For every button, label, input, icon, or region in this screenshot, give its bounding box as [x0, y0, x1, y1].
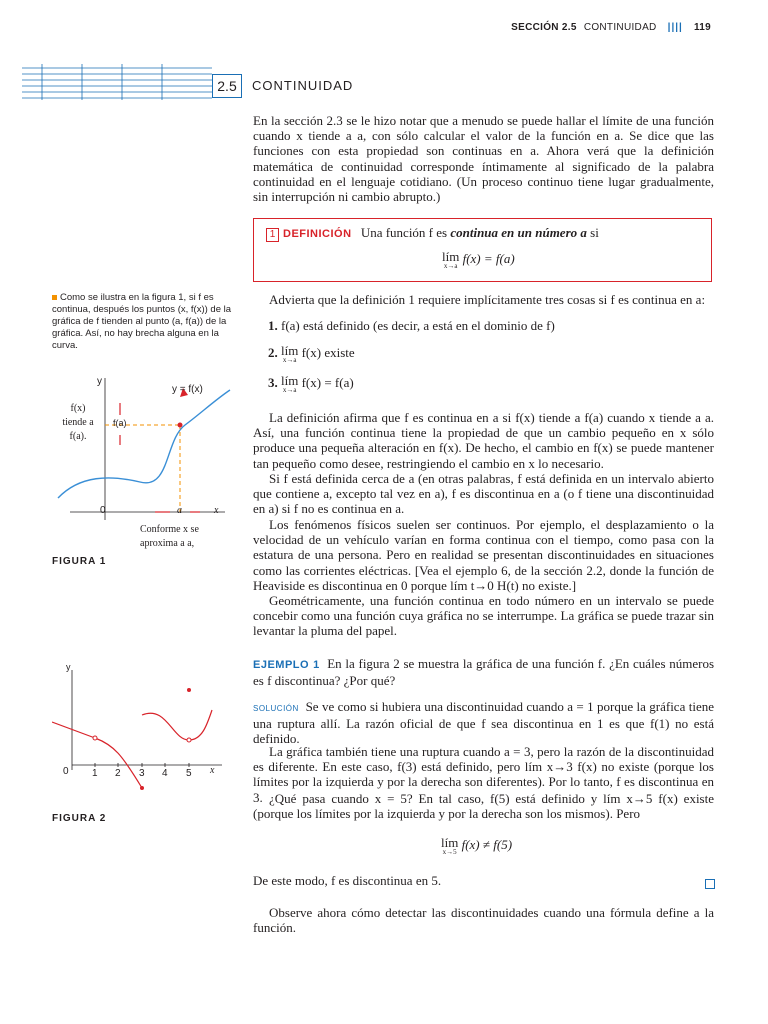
- condition-text: f(x) = f(a): [301, 375, 354, 390]
- figure-2-label: FIGURA 2: [52, 813, 107, 824]
- solution-p2: La gráfica también tiene una ruptura cuando a = 3, pero la razón de la discontinuidad es diferente. En este caso, f(3) está definido, pero lím x→3 f(x) no existe (porque los límites por la izquierda y por la derecha son diferentes). Por lo tanto, f es discontinua en 3.: [253, 744, 714, 805]
- condition-3: [268, 375, 354, 394]
- open-dot-x1: [93, 736, 97, 740]
- solution-p5: Observe ahora cómo detectar las discontinuidades cuando una fórmula define a la función.: [253, 905, 714, 936]
- definition-text-after: si: [586, 225, 599, 240]
- example-text: En la figura 2 se muestra la gráfica de una función f. ¿En cuáles números es f discontinua? ¿Por qué?: [253, 656, 715, 689]
- example-1: [253, 656, 714, 688]
- paragraph-2: Si f está definida cerca de a (en otras palabras, f está definida en un intervalo abierto que contiene a, excepto tal vez en a), f es discontinua en a (o f tiene una discontinuidad en a) si f no es continua en a.: [253, 471, 714, 517]
- margin-note: [52, 292, 232, 352]
- fig2-y-label: y: [66, 662, 71, 672]
- fig2-tick-0: 0: [63, 766, 69, 777]
- header-title: CONTINUIDAD: [583, 22, 657, 33]
- lim-text: lím: [441, 835, 459, 850]
- fig1-y-label: y: [97, 376, 102, 387]
- end-of-proof-icon: [705, 876, 715, 894]
- fig2-tick-3: 3: [139, 768, 145, 779]
- note-line: Conforme x se: [140, 524, 199, 535]
- paragraph-3: Los fenómenos físicos suelen ser continuos. Por ejemplo, el desplazamiento o la velocidad de un vehículo varían en forma continua con el tiempo, como pasa con la estatura de una persona. Pero en realidad se presentan discontinuidades en situaciones como las corrientes eléctricas. [Vea el ejemplo 6, de la sección 2.2, donde la función de Heaviside es discontinua en 0 porque lím t→0 H(t) no existe.]: [253, 517, 714, 593]
- lim-text: lím: [442, 249, 460, 264]
- lim-sub: x→a: [282, 386, 297, 394]
- fig1-left-note: [58, 402, 98, 444]
- figure-1-label: FIGURA 1: [52, 556, 107, 567]
- definition-text-before: Una función f es: [360, 225, 451, 240]
- note-line: aproxima a a,: [140, 538, 195, 549]
- example-label: EJEMPLO 1: [253, 659, 320, 671]
- section-title: CONTINUIDAD: [252, 78, 354, 93]
- condition-text: f(x) existe: [301, 345, 355, 360]
- fig1-curve-label: y = f(x): [172, 384, 203, 395]
- lim-sub: x→a: [443, 262, 458, 270]
- paragraph-1: La definición afirma que f es continua en a si f(x) tiende a f(a) cuando x tiende a a. Así, una función continua tiene la propiedad de que un cambio pequeño en x sólo produce una pequeña alteración en f(x). De hecho, el cambio en f(x) se puede mantener tan pequeño como desee, restringiendo el cambio en x lo necesario.: [253, 410, 714, 471]
- margin-note-text: Como se ilustra en la figura 1, si f es continua, después los puntos (x, f(x)) de la gráfica de f tienden al punto (a, f(a)) de la gráfica. Así, no hay brecha alguna en la curva.: [52, 292, 232, 351]
- lim-text: lím: [281, 343, 299, 358]
- note-line: f(a).: [69, 431, 87, 442]
- condition-text: f(a) está definido (es decir, a está en el dominio de f): [281, 318, 555, 333]
- point-f5: [187, 688, 191, 692]
- paragraph-4: Geométricamente, una función continua en todo número en un intervalo se puede concebir como una función cuya gráfica no se interrumpe. La gráfica se puede trazar sin levantar la pluma del papel.: [253, 593, 714, 639]
- segment-left: [52, 722, 95, 738]
- solution-label: SOLUCIÓN: [253, 704, 299, 713]
- section-number: 2.5: [212, 74, 242, 98]
- fig1-origin: 0: [100, 505, 106, 516]
- fig2-tick-4: 4: [162, 768, 168, 779]
- formula-text: f(x) ≠ f(5): [461, 837, 513, 852]
- point-a-fa: [178, 423, 183, 428]
- intro-paragraph: En la sección 2.3 se le hizo notar que a menudo se puede hallar el límite de una función cuando x tiende a a, con sólo calcular el valor de la función en a. Se dice que las funciones con esta propiedad son continuas en a. Ahora verá que la definición matemática de continuidad corresponde íntimamente al significado de la palabra continuidad en el lenguaje cotidiano. (Un proceso continuo tiene lugar gradualmente, sin interrupción ni cambio abrupto.): [253, 113, 714, 205]
- fig1-fa-label: f(a): [113, 418, 127, 428]
- definition-number: 1: [266, 228, 279, 242]
- after-definition: Advierta que la definición 1 requiere implícitamente tres cosas si f es continua en a:: [269, 292, 706, 307]
- segment-middle: [95, 738, 142, 788]
- definition-limit: [442, 251, 459, 270]
- fig2-tick-1: 1: [92, 768, 98, 779]
- segment-right: [142, 710, 212, 740]
- definition-label: DEFINICIÓN: [283, 228, 352, 240]
- closed-dot-x3: [140, 786, 144, 790]
- lim-sub: x→5: [442, 848, 457, 856]
- solution-formula: [441, 837, 512, 856]
- condition-1: [268, 318, 555, 333]
- fig1-bottom-note: [140, 523, 199, 551]
- solution-p1: [253, 699, 714, 747]
- page-number: 119: [693, 22, 711, 33]
- fig2-tick-5: 5: [186, 768, 192, 779]
- solution-p4: De este modo, f es discontinua en 5.: [253, 873, 442, 888]
- running-header: [511, 22, 711, 33]
- fig1-x-label: x: [214, 505, 219, 516]
- solution-text: Se ve como si hubiera una discontinuidad cuando a = 1 porque la gráfica tiene una ruptura allí. La razón oficial de que f sea discontinua en 1 es que f(1) no está definido.: [253, 699, 714, 747]
- open-dot-x5: [187, 738, 191, 742]
- section-rule-lines: [22, 64, 212, 100]
- fig2-x-label: x: [210, 765, 215, 776]
- condition-number: 3.: [268, 375, 278, 390]
- note-line: tiende a: [62, 417, 94, 428]
- condition-2: [268, 345, 355, 364]
- definition-formula: f(x) = f(a): [462, 251, 515, 266]
- fig2-tick-2: 2: [115, 768, 121, 779]
- lim-sub: x→a: [282, 356, 297, 364]
- definition-box: [253, 218, 712, 282]
- header-section: SECCIÓN 2.5: [511, 22, 577, 33]
- fig1-a-label: a: [177, 505, 182, 516]
- bullet-square-icon: [52, 295, 57, 300]
- solution-p3: ¿Qué pasa cuando x = 5? En tal caso, f(5) está definido y lím x→5 f(x) existe (porque los límites por la izquierda y por la derecha son los mismos). Pero: [253, 791, 714, 822]
- header-bars: ||||: [667, 22, 683, 33]
- note-line: f(x): [70, 403, 86, 414]
- condition-number: 2.: [268, 345, 278, 360]
- definition-bold: continua en un número a: [450, 225, 587, 240]
- lim-text: lím: [281, 373, 299, 388]
- condition-number: 1.: [268, 318, 278, 333]
